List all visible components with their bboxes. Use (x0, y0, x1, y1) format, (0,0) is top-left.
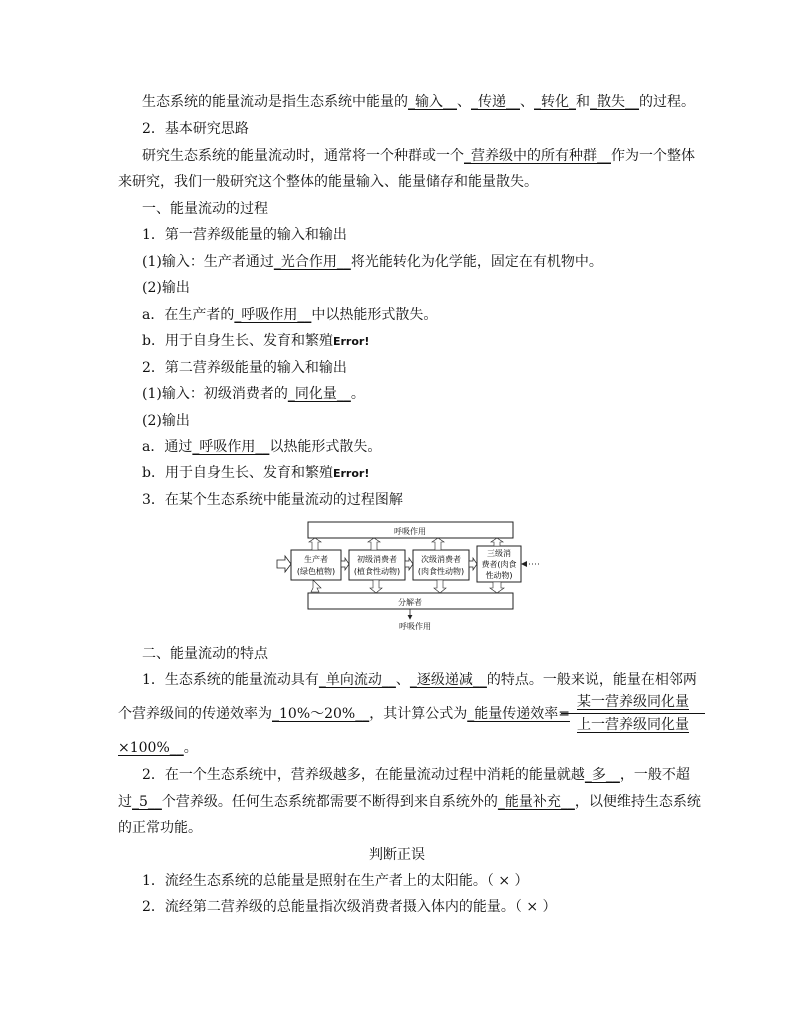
blank-respiration-2: _呼吸作用__ (192, 439, 270, 455)
section-heading-process: 一、能量流动的过程 (142, 201, 268, 217)
judge-question-1: 1．流经生态系统的总能量是照射在生产者上的太阳能。（ × ） (142, 873, 529, 889)
decomposer-respiration-label: 呼吸作用 (399, 622, 431, 631)
judge-question-2: 2．流经第二营养级的总能量指次级消费者摄入体内的能量。（ × ） (142, 899, 557, 915)
continuation-arrow-icon (521, 561, 527, 567)
up-arrow-1-icon (309, 538, 321, 550)
blank-photosynthesis: _光合作用__ (273, 254, 351, 270)
blank-more: _多__ (584, 767, 620, 783)
blank-convert: _转化_ (534, 94, 576, 110)
tertiary-consumer-label-1: 三级消 (487, 549, 511, 558)
item-second-input: (1)输入：初级消费者的_同化量__。 (142, 386, 365, 402)
down-arrow-3-icon (434, 580, 446, 593)
item-first-output: (2)输出 (142, 280, 190, 296)
paragraph-research-line2: 来研究，我们一般研究这个整体的能量输入、能量储存和能量散失。 (118, 174, 538, 190)
item-first-trophic-level: 1．第一营养级能量的输入和输出 (142, 227, 347, 243)
arrow-1-icon (341, 558, 349, 570)
secondary-consumer-label: 次级消费者 (421, 555, 461, 564)
paragraph-levels-line2: 过_5__个营养级。任何生态系统都需要不断得到来自系统外的_能量补充__，以便维持生态系统 (118, 794, 701, 810)
up-arrow-4-icon (491, 538, 503, 546)
item-second-trophic-level: 2．第二营养级能量的输入和输出 (142, 360, 347, 376)
blank-respiration: _呼吸作用__ (234, 307, 312, 323)
blank-input: _输入__ (408, 94, 457, 110)
item-first-output-b: b．用于自身生长、发育和繁殖Error! (142, 333, 370, 349)
paragraph-levels-line1: 2．在一个生态系统中，营养级越多，在能量流动过程中消耗的能量就越_多__，一般不超 (142, 767, 690, 783)
item-second-output: (2)输出 (142, 413, 190, 429)
primary-consumer-sublabel: (植食性动物) (353, 567, 401, 576)
item-second-output-b: b．用于自身生长、发育和繁殖Error! (142, 465, 370, 481)
blank-assimilation: _同化量__ (287, 386, 351, 402)
energy-flow-diagram (275, 516, 545, 634)
tertiary-consumer-label-3: 性动物) (485, 571, 513, 580)
secondary-consumer-sublabel: (肉食性动物) (417, 567, 465, 576)
primary-consumer-label: 初级消费者 (357, 555, 397, 564)
error-marker: Error! (332, 335, 370, 348)
decomposer-label: 分解者 (398, 598, 422, 607)
down-arrow-4-icon (490, 582, 504, 593)
producer-sublabel: (绿色植物) (296, 567, 336, 576)
blank-five: _5__ (132, 794, 162, 810)
efficiency-fraction (561, 692, 705, 735)
down-arrow-1-icon (311, 580, 321, 592)
item-process-diagram-title: 3．在某个生态系统中能量流动的过程图解 (142, 492, 403, 508)
item-first-output-a: a．在生产者的_呼吸作用__中以热能形式散失。 (142, 307, 438, 323)
producer-label: 生产者 (304, 555, 328, 564)
blank-formula: _能量传递效率= (467, 706, 570, 722)
judge-heading: 判断正误 (369, 847, 425, 863)
arrow-2-icon (405, 558, 413, 570)
blank-energy-supply: _能量补充__ (497, 794, 575, 810)
paragraph-characteristics-line2: 个营养级间的传递效率为_10%～20%__，其计算公式为_能量传递效率= (118, 706, 570, 722)
item-first-input: (1)输入：生产者通过_光合作用__将光能转化为化学能，固定在有机物中。 (142, 254, 603, 270)
down-arrow-2-icon (370, 580, 382, 593)
fraction-numerator: 某一营养级同化量 (561, 692, 705, 714)
blank-trophic-level: _营养级中的所有种群__ (464, 148, 611, 164)
up-arrow-2-icon (368, 538, 380, 550)
up-arrow-3-icon (432, 538, 444, 550)
fraction-denominator: 上一营养级同化量 (577, 717, 689, 733)
blank-unidirectional: _单向流动__ (318, 672, 396, 688)
item-second-output-a: a．通过_呼吸作用__以热能形式散失。 (142, 439, 382, 455)
error-marker: Error! (332, 467, 370, 480)
tertiary-consumer-label-2: 费者(肉食 (481, 560, 517, 569)
blank-percent: ×100%__ (118, 740, 184, 756)
paragraph-characteristics-line1: 1．生态系统的能量流动具有_单向流动__、_逐级递减__的特点。一般来说，能量在相邻两 (142, 672, 697, 688)
blank-efficiency: _10%～20%__ (272, 706, 370, 722)
respiration-bar-label: 呼吸作用 (394, 527, 426, 536)
paragraph-levels-line3: 的正常功能。 (118, 820, 202, 836)
section-heading-characteristics: 二、能量流动的特点 (142, 646, 268, 662)
paragraph-characteristics-line3: ×100%__。 (118, 740, 198, 756)
blank-dissipate: _散失__ (590, 94, 639, 110)
paragraph-research-line1: 研究生态系统的能量流动时，通常将一个种群或一个_营养级中的所有种群__作为一个整体 (142, 148, 695, 164)
heading-research-approach: 2．基本研究思路 (142, 121, 249, 137)
blank-decreasing: _逐级递减__ (409, 672, 487, 688)
arrow-3-icon (469, 558, 477, 570)
input-arrow-icon (277, 556, 291, 572)
paragraph-energy-flow-definition: 生态系统的能量流动是指生态系统中能量的_输入__、_传递__、_转化_和_散失__的过程。 (142, 94, 695, 110)
blank-transfer: _传递__ (471, 94, 520, 110)
